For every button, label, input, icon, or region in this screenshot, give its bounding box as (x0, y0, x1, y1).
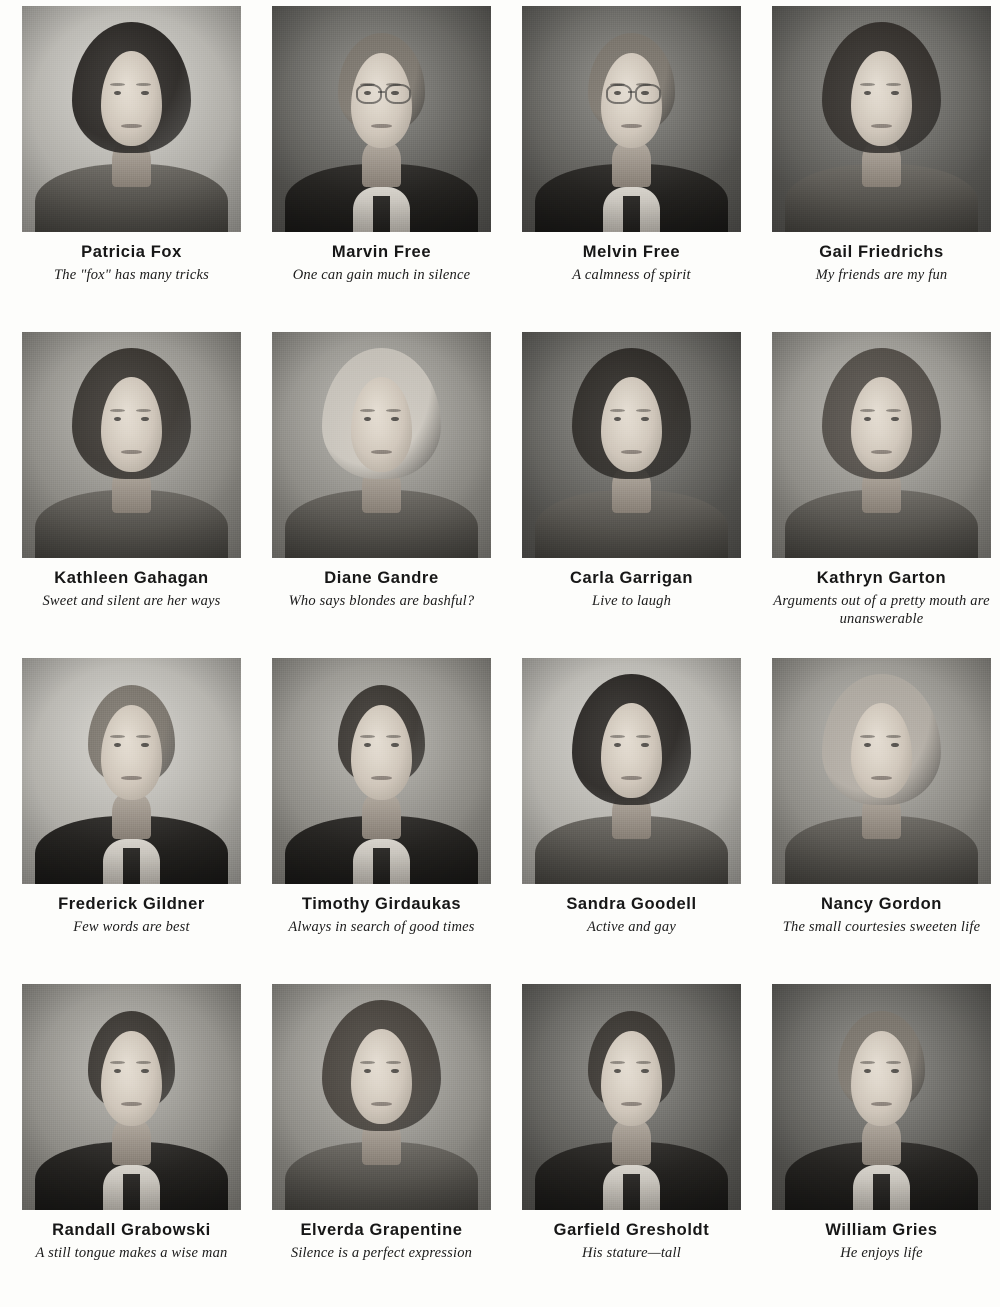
portrait-photo (522, 6, 741, 232)
student-quote: Sweet and silent are her ways (12, 592, 252, 610)
photo-grain (772, 984, 991, 1210)
photo-grain (522, 984, 741, 1210)
student-name: William Gries (825, 1221, 937, 1240)
photo-grain (22, 658, 241, 884)
student-name: Diane Gandre (324, 569, 438, 588)
student-name: Gail Friedrichs (819, 243, 944, 262)
student-name: Melvin Free (583, 243, 680, 262)
portrait-cell (757, 332, 1000, 658)
portrait-photo (272, 6, 491, 232)
portrait-photo (522, 332, 741, 558)
portrait-photo (522, 658, 741, 884)
portrait-photo (22, 332, 241, 558)
portrait-cell (507, 332, 756, 658)
student-quote: Live to laugh (512, 592, 752, 610)
student-name: Nancy Gordon (821, 895, 942, 914)
student-name: Kathleen Gahagan (54, 569, 208, 588)
photo-grain (772, 6, 991, 232)
photo-grain (272, 984, 491, 1210)
student-name: Carla Garrigan (570, 569, 693, 588)
student-name: Marvin Free (332, 243, 431, 262)
photo-grain (772, 658, 991, 884)
student-quote: Active and gay (512, 918, 752, 936)
portrait-cell (257, 658, 506, 984)
student-name: Frederick Gildner (58, 895, 205, 914)
student-quote: Always in search of good times (262, 918, 502, 936)
photo-grain (772, 332, 991, 558)
portrait-cell (257, 6, 506, 332)
photo-grain (522, 6, 741, 232)
portrait-photo (772, 332, 991, 558)
student-quote: One can gain much in silence (262, 266, 502, 284)
portrait-cell (7, 6, 256, 332)
portrait-photo (272, 658, 491, 884)
student-quote: My friends are my fun (762, 266, 1000, 284)
photo-grain (272, 6, 491, 232)
student-quote: A still tongue makes a wise man (12, 1244, 252, 1262)
portrait-cell (7, 984, 256, 1310)
portrait-photo (772, 984, 991, 1210)
portrait-photo (522, 984, 741, 1210)
portrait-cell (757, 984, 1000, 1310)
portrait-cell (507, 6, 756, 332)
portrait-photo (772, 658, 991, 884)
student-quote: The "fox" has many tricks (12, 266, 252, 284)
photo-grain (272, 658, 491, 884)
portrait-cell (257, 984, 506, 1310)
student-quote: The small courtesies sweeten life (762, 918, 1000, 936)
photo-grain (522, 332, 741, 558)
portrait-cell (507, 658, 756, 984)
student-quote: He enjoys life (762, 1244, 1000, 1262)
portrait-photo (22, 6, 241, 232)
student-quote: Silence is a perfect expression (262, 1244, 502, 1262)
portrait-cell (257, 332, 506, 658)
student-name: Garfield Gresholdt (554, 1221, 710, 1240)
photo-grain (272, 332, 491, 558)
photo-grain (522, 658, 741, 884)
student-name: Timothy Girdaukas (302, 895, 461, 914)
portrait-cell (757, 658, 1000, 984)
portrait-cell (7, 332, 256, 658)
student-quote: His stature—tall (512, 1244, 752, 1262)
portrait-cell (757, 6, 1000, 332)
photo-grain (22, 984, 241, 1210)
portrait-photo (22, 984, 241, 1210)
student-name: Elverda Grapentine (300, 1221, 462, 1240)
portrait-cell (507, 984, 756, 1310)
student-quote: Few words are best (12, 918, 252, 936)
portrait-photo (272, 984, 491, 1210)
student-name: Randall Grabowski (52, 1221, 211, 1240)
student-quote: Arguments out of a pretty mouth are unanswerable (762, 592, 1000, 628)
photo-grain (22, 6, 241, 232)
photo-grain (22, 332, 241, 558)
student-name: Sandra Goodell (566, 895, 696, 914)
portrait-photo (22, 658, 241, 884)
student-name: Patricia Fox (81, 243, 182, 262)
portrait-photo (772, 6, 991, 232)
student-name: Kathryn Garton (817, 569, 946, 588)
student-quote: Who says blondes are bashful? (262, 592, 502, 610)
student-quote: A calmness of spirit (512, 266, 752, 284)
portrait-photo (272, 332, 491, 558)
portrait-cell (7, 658, 256, 984)
